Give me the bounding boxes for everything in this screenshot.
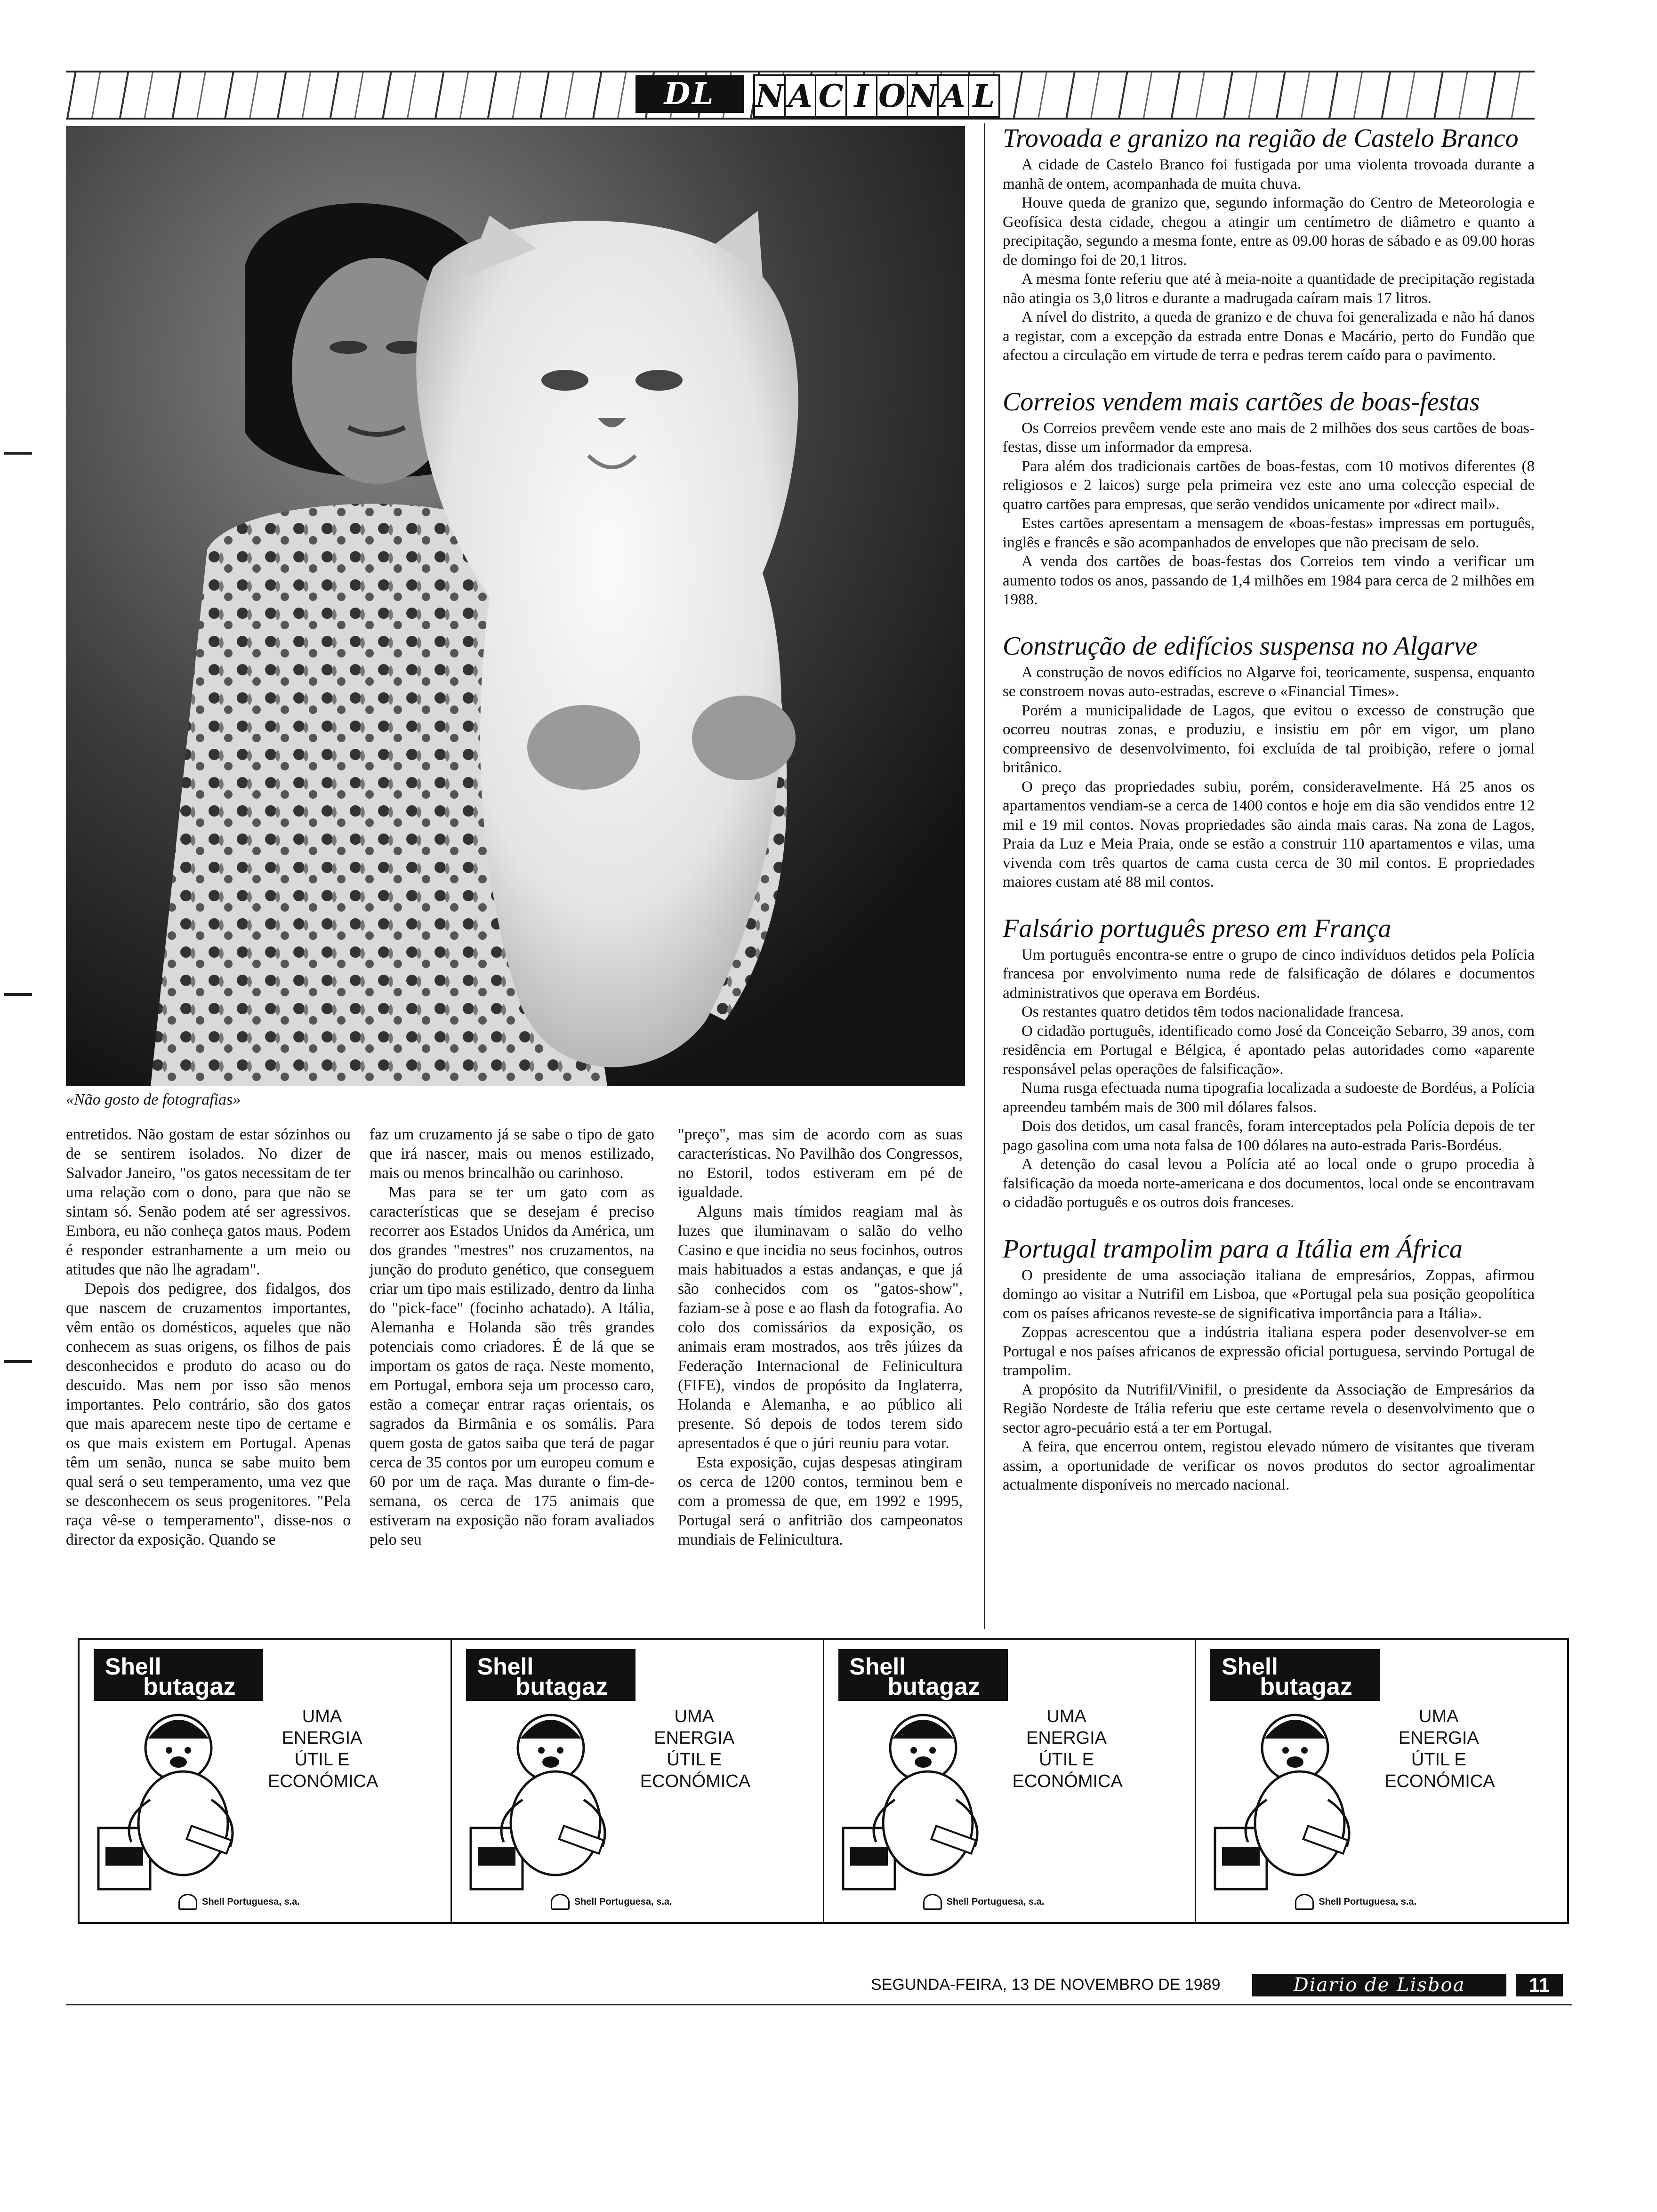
feature-paragraph: "preço", mas sim de acordo com as suas características. No Pavilhão dos Congressos, no Estoril, todos estiveram em pé de igualdade. <box>678 1126 963 1201</box>
brief-headline: Falsário português preso em França <box>1003 914 1392 943</box>
news-brief <box>1003 631 1535 892</box>
brief-paragraph: Dois dos detidos, um casal francês, foram interceptados pela Polícia depois de ter pago gasolina com uma nota falsa de 100 dólares na auto-estrada Paris-Bordéus. <box>1003 1118 1535 1154</box>
brand-butagaz: butagaz <box>887 1673 980 1700</box>
shell-butagaz-ad <box>452 1640 824 1922</box>
brand-butagaz: butagaz <box>515 1673 608 1700</box>
photo-caption: «Não gosto de fotografias» <box>66 1091 241 1108</box>
feature-paragraph: entretidos. Não gostam de estar sózinhos ou de se sentirem isolados. No dizer de Salvador Janeiro, "os gatos necessitam de ter uma relação com o dono, para que não se sintam só. Senão podem até ser agressivos. Embora, eu não conheça gatos maus. Podem é responder estranhamente a um meio ou atitudes que não lhe agradam". <box>66 1126 351 1278</box>
brand-butagaz: butagaz <box>143 1673 236 1700</box>
shell-butagaz-ad <box>80 1640 452 1922</box>
brand-block <box>838 1649 1008 1701</box>
column-rule <box>984 123 985 1629</box>
newspaper-name: Diario de Lisboa <box>1252 1974 1506 1996</box>
brief-paragraph: A detenção do casal levou a Polícia até ao local onde o grupo procedia à falsificação da moeda norte-americana e dos documentos, local onde se encontravam o cidadão português e os outros dois franceses. <box>1003 1156 1535 1211</box>
section-title <box>753 74 1000 118</box>
shell-butagaz-ad-strip <box>78 1638 1569 1924</box>
brief-headline: Trovoada e granizo na região de Castelo Branco <box>1003 124 1519 153</box>
brand-block <box>466 1649 635 1701</box>
brief-paragraph: Um português encontra-se entre o grupo de cinco indivíduos detidos pela Polícia francesa por envolvimento numa rede de falsificação de dólares e documentos administrativos que operava em Bordéus. <box>1003 946 1535 1002</box>
news-brief <box>1003 387 1535 609</box>
bottom-rule <box>66 2004 1572 2005</box>
feature-column-2 <box>370 1125 654 1549</box>
brief-paragraph: Numa rusga efectuada numa tipografia localizada a sudoeste de Bordéus, a Polícia apreendeu também mais de 300 mil dólares falsos. <box>1003 1080 1535 1116</box>
shell-logo-icon <box>178 1894 197 1910</box>
slogan-line: UMA <box>302 1707 342 1726</box>
brief-paragraph: Zoppas acrescentou que a indústria italiana espera poder desenvolver-se em Portugal e nos países africanos de expressão oficial portuguesa, servindo Portugal de trampolim. <box>1003 1324 1535 1379</box>
shell-logo-icon <box>551 1894 570 1910</box>
brief-paragraph: Porém a municipalidade de Lagos, que evitou o excesso de construção que ocorreu noutras zonas, e produziu, e insistiu em pôr em vigor, um plano compreensivo de desenvolvimento, foi excluída de tal proibição, refere o jornal britânico. <box>1003 702 1535 776</box>
news-brief <box>1003 123 1535 365</box>
company-name: Shell Portuguesa, s.a. <box>1319 1896 1417 1907</box>
feature-paragraph: Alguns mais tímidos reagiam mal às luzes que iluminavam o salão do velho Casino e que incidia no seus focinhos, outros mais habituados a estas andanças, e que já são conhecidos com os "gatos-show", faziam-se à pose e ao flash da fotografia. Ao colo dos comissários da exposição, os animais eram mostrados, aos três júizes da Federação Internacional de Felinicultura (FIFE), vindos de propósito da Inglaterra, Holanda e Alemanha, e ao público ali presente. Só depois de todos terem sido apresentados é que o júri reuniu para votar. <box>678 1203 963 1452</box>
shell-butagaz-ad <box>824 1640 1197 1922</box>
brand-block <box>94 1649 263 1701</box>
brief-paragraph: Os Correios prevêem vende este ano mais de 2 milhões dos seus cartões de boas-festas, disse um informador da empresa. <box>1003 419 1535 456</box>
slogan-line: ÚTIL E <box>1411 1750 1466 1770</box>
slogan-line: ENERGIA <box>282 1728 362 1748</box>
brief-paragraph: A construção de novos edifícios no Algarve foi, teoricamente, suspensa, enquanto se constroem novas auto-estradas, escreve o «Financial Times». <box>1003 664 1535 700</box>
section-title-letter: I <box>847 76 877 116</box>
slogan-line: ÚTIL E <box>294 1750 350 1770</box>
slogan-line: ÚTIL E <box>667 1750 722 1770</box>
brief-paragraph: A propósito da Nutrifil/Vinifil, o presidente da Associação de Empresários da Região Nordeste de Itália referiu que este certame revela o desenvolvimento que o sector agro-pecuário está a ter em Portugal. <box>1003 1381 1535 1436</box>
brief-paragraph: O cidadão português, identificado como José da Conceição Sebarro, 39 anos, com residência em Portugal e Bélgica, é apontado pelas autoridades como «aparente responsável pelas operações de falsificação». <box>1003 1022 1535 1078</box>
slogan-line: ENERGIA <box>1026 1728 1107 1748</box>
slogan-line: UMA <box>1419 1707 1459 1726</box>
slogan-line: UMA <box>1046 1707 1086 1726</box>
ad-company <box>178 1894 300 1910</box>
brand-shell: Shell <box>1222 1653 1278 1680</box>
brief-paragraph: Para além dos tradicionais cartões de boas-festas, com 10 motivos diferentes (8 religiosos e 2 laicos) surge pela primeira vez este ano uma colecção especial de quatro cartões para empresas, que serão vendidos unicamente por «direct mail». <box>1003 457 1535 513</box>
brief-paragraph: Os restantes quatro detidos têm todos nacionalidade francesa. <box>1022 1003 1404 1020</box>
feature-column-3 <box>678 1125 963 1549</box>
section-title-letter: A <box>786 76 816 116</box>
ad-slogan <box>1013 1706 1121 1792</box>
slogan-line: ECONÓMICA <box>268 1771 378 1791</box>
slogan-line: ECONÓMICA <box>1012 1771 1123 1791</box>
brief-headline: Construção de edifícios suspensa no Algarve <box>1003 631 1478 661</box>
section-title-letter: O <box>877 76 908 116</box>
feature-paragraph: Depois dos pedigree, dos fidalgos, dos que nascem de cruzamentos importantes, vêm então os domésticos, aqueles que não conhecem as suas origens, os filhos de pais desconhecidos e produto do acaso ou do descuido. Mas nem por isso são menos importantes. Pelo contrário, são dos gatos que mais aparecem neste tipo de certame e os que mais existem em Portugal. Apenas têm um senão, nunca se sabe muito bem qual será o seu temperamento, uma vez que se desconhecem os seus progenitores. "Pela raça vê-se o temperamento", disse-nos o director da exposição. Quando se <box>66 1280 351 1548</box>
ad-company <box>1295 1894 1416 1910</box>
ad-slogan <box>640 1706 751 1792</box>
slogan-line: UMA <box>674 1707 714 1726</box>
brief-paragraph: A feira, que encerrou ontem, registou elevado número de visitantes que tiveram assim, a oportunidade de verificar os novos produtos do sector agroalimentar actualmente disponíveis no mercado nacional. <box>1003 1438 1535 1493</box>
brand-butagaz: butagaz <box>1260 1673 1352 1700</box>
ad-company <box>923 1894 1045 1910</box>
page-footer <box>871 1972 1572 1998</box>
brief-paragraph: O preço das propriedades subiu, porém, consideravelmente. Há 25 anos os apartamentos vendiam-se a cerca de 1400 contos e hoje em dia são vendidos entre 12 mil e 19 mil contos. Novas propriedades são ainda mais caras. Na zona de Lagos, Praia da Luz e Meia Praia, onde se estão a construir 110 apartamentos e vilas, uma vivenda com três quartos de cama custa cerca de 30 mil contos. E propriedades maiores custam até 88 mil contos. <box>1003 778 1535 890</box>
feature-paragraph: Mas para se ter um gato com as características que se desejam é preciso recorrer aos Estados Unidos da América, um dos grandes "mestres" nos cruzamentos, na junção do produto genético, que conseguem criar um tipo mais estilizado, dentro da linha do "pick-face" (focinho achatado). A Itália, Alemanha e Holanda são três grandes potenciais como criadores. É de lá que se importam os gatos de raça. Neste momento, em Portugal, embora seja um processo caro, estão a começar entrar raças orientais, os sagrados da Birmânia e os somális. Para quem gosta de gatos saiba que terá de pagar cerca de 35 contos por um europeu comum e 60 por um de raça. Mas durante o fim-de-semana, os cerca de 175 animais que estiveram na exposição não foram avaliados pelo seu <box>370 1184 654 1548</box>
brief-paragraph: A mesma fonte referiu que até à meia-noite a quantidade de precipitação registada não atingia os 3,0 litros e durante a madrugada caíram mais 17 litros. <box>1003 271 1535 307</box>
company-name: Shell Portuguesa, s.a. <box>574 1896 672 1907</box>
page-number: 11 <box>1516 1974 1563 1996</box>
feature-column-1 <box>66 1125 351 1549</box>
bear-mascot-icon <box>94 1706 249 1894</box>
brand-block <box>1210 1649 1380 1701</box>
news-brief <box>1003 914 1535 1212</box>
slogan-line: ENERGIA <box>1398 1728 1479 1748</box>
section-title-letter: N <box>908 76 939 116</box>
brief-paragraph: A venda dos cartões de boas-festas dos Correios tem vindo a verificar um aumento todos os anos, passando de 1,4 milhões em 1984 para cerca de 2 milhões em 1988. <box>1003 553 1535 608</box>
ad-slogan <box>268 1706 376 1792</box>
brief-paragraph: A cidade de Castelo Branco foi fustigada por uma violenta trovoada durante a manhã de ontem, acompanhada de muita chuva. <box>1003 156 1535 192</box>
bear-mascot-icon <box>838 1706 994 1894</box>
brand-shell: Shell <box>477 1653 534 1680</box>
brief-paragraph: O presidente de uma associação italiana de empresários, Zoppas, afirmou domingo ao visitar a Nutrifil em Lisboa, que «Portugal pela sua posição geopolítica com os países africanos reveste-se de significativa importância para a Itália». <box>1003 1266 1535 1322</box>
section-title-letter: N <box>755 76 786 116</box>
shell-logo-icon <box>1295 1894 1314 1910</box>
brief-headline: Correios vendem mais cartões de boas-festas <box>1003 387 1480 417</box>
brief-paragraph: A nível do distrito, a queda de granizo e de chuva foi generalizada e não há danos a registar, com a excepção da estrada entre Donas e Macário, perto do Fundão que afectou a circulação em virtude de terra e pedras terem caído para o pavimento. <box>1003 309 1535 364</box>
slogan-line: ECONÓMICA <box>640 1771 751 1791</box>
woman-holding-persian-cat-photo <box>66 126 965 1086</box>
company-name: Shell Portuguesa, s.a. <box>202 1896 300 1907</box>
slogan-line: ENERGIA <box>654 1728 735 1748</box>
ad-company <box>551 1894 672 1910</box>
newspaper-logo: DL <box>635 75 744 113</box>
bear-mascot-icon <box>466 1706 621 1894</box>
news-brief <box>1003 1234 1535 1495</box>
brand-shell: Shell <box>849 1653 906 1680</box>
brief-paragraph: Houve queda de granizo que, segundo informação do Centro de Meteorologia e Geofísica desta cidade, chegou a atingir um centímetro de diâmetro e quanto a precipitação, segundo a mesma fonte, entre as 09.00 horas de sábado e as 09.00 horas de domingo foi de 20,1 litros. <box>1003 194 1535 269</box>
section-title-letter: C <box>816 76 847 116</box>
feature-photo <box>66 126 965 1086</box>
ad-slogan <box>1384 1706 1493 1792</box>
issue-date: SEGUNDA-FEIRA, 13 DE NOVEMBRO DE 1989 <box>871 1976 1221 1994</box>
brand-shell: Shell <box>105 1653 161 1680</box>
slogan-line: ÚTIL E <box>1039 1750 1094 1770</box>
section-header <box>66 71 1535 120</box>
slogan-line: ECONÓMICA <box>1384 1771 1495 1791</box>
feature-paragraph: faz um cruzamento já se sabe o tipo de gato que irá nascer, mais ou menos estilizado, mais ou menos brincalhão ou carinhoso. <box>370 1126 654 1182</box>
shell-butagaz-ad <box>1196 1640 1567 1922</box>
section-title-letter: A <box>939 76 969 116</box>
news-briefs <box>1003 123 1535 1516</box>
company-name: Shell Portuguesa, s.a. <box>946 1896 1045 1907</box>
brief-headline: Portugal trampolim para a Itália em África <box>1003 1234 1463 1264</box>
feature-paragraph: Esta exposição, cujas despesas atingiram os cerca de 1200 contos, terminou bem e com a promessa de que, em 1992 e 1995, Portugal será o anfitrião dos campeonatos mundiais de Felinicultura. <box>678 1454 963 1548</box>
section-title-letter: L <box>973 78 995 114</box>
brief-paragraph: Estes cartões apresentam a mensagem de «boas-festas» impressas em português, inglês e francês e são acompanhados de envelopes que não precisam de selo. <box>1003 515 1535 551</box>
bear-mascot-icon <box>1210 1706 1366 1894</box>
shell-logo-icon <box>923 1894 942 1910</box>
